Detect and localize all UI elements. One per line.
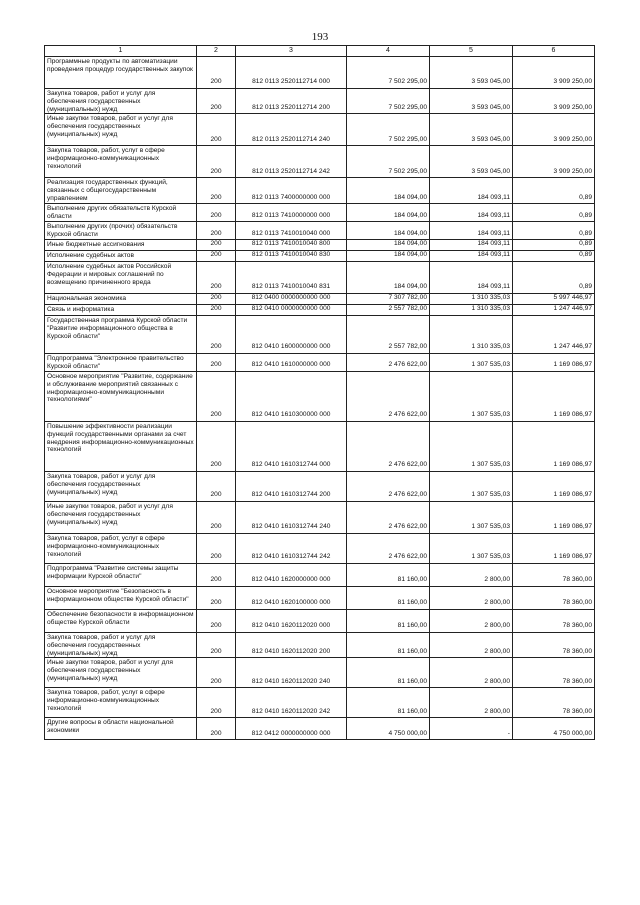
row-name: Основное мероприятие "Развитие, содержание и обслуживание мероприятий связанных с информационно-коммуникационными технологиями" — [45, 372, 197, 422]
row-name: Закупка товаров, работ и услуг для обеспечения государственных (муниципальных) нужд — [45, 633, 197, 658]
row-name: Другие вопросы в области национальной экономики — [45, 718, 197, 740]
row-kvr: 200 — [197, 305, 236, 316]
row-code: 812 0113 7400000000 000 — [236, 178, 347, 204]
row-kvr: 200 — [197, 718, 236, 740]
row-amount-remaining: 1 247 446,97 — [513, 305, 595, 316]
row-kvr: 200 — [197, 89, 236, 114]
row-amount-remaining: 1 169 086,97 — [513, 422, 595, 472]
row-amount-planned: 2 476 622,00 — [347, 472, 430, 502]
row-amount-planned: 81 160,00 — [347, 633, 430, 658]
page-number: 193 — [311, 31, 329, 43]
row-amount-planned: 7 502 295,00 — [347, 89, 430, 114]
table-row — [45, 472, 595, 502]
row-amount-remaining: 3 909 250,00 — [513, 89, 595, 114]
table-row — [45, 658, 595, 688]
row-amount-remaining: 1 247 446,97 — [513, 316, 595, 354]
row-amount-planned: 184 094,00 — [347, 222, 430, 240]
row-code: 812 0410 1610312744 000 — [236, 422, 347, 472]
column-header: 5 — [430, 46, 513, 57]
row-name: Реализация государственных функций, связанных с общегосударственным управлением — [45, 178, 197, 204]
table-row — [45, 294, 595, 305]
row-amount-executed: 1 307 535,03 — [430, 372, 513, 422]
row-code: 812 0113 7410010040 800 — [236, 240, 347, 251]
row-name: Основное мероприятие "Безопасность в информационном обществе Курской области" — [45, 587, 197, 610]
row-code: 812 0400 0000000000 000 — [236, 294, 347, 305]
row-amount-remaining: 78 360,00 — [513, 633, 595, 658]
row-amount-planned: 7 502 295,00 — [347, 57, 430, 89]
row-amount-planned: 2 476 622,00 — [347, 372, 430, 422]
table-row — [45, 610, 595, 633]
budget-table — [44, 45, 595, 740]
row-amount-remaining: 0,89 — [513, 204, 595, 222]
row-code: 812 0410 1620112020 200 — [236, 633, 347, 658]
row-code: 812 0113 7410000000 000 — [236, 204, 347, 222]
row-kvr: 200 — [197, 372, 236, 422]
row-amount-executed: 1 310 335,03 — [430, 294, 513, 305]
row-amount-remaining: 3 909 250,00 — [513, 57, 595, 89]
row-kvr: 200 — [197, 502, 236, 534]
table-row — [45, 178, 595, 204]
row-amount-executed: 1 307 535,03 — [430, 534, 513, 564]
row-amount-executed: 1 310 335,03 — [430, 316, 513, 354]
row-amount-remaining: 5 997 446,97 — [513, 294, 595, 305]
row-name: Закупка товаров, работ, услуг в сфере информационно-коммуникационных технологий — [45, 688, 197, 718]
row-amount-executed: - — [430, 718, 513, 740]
column-header: 3 — [236, 46, 347, 57]
table-row — [45, 251, 595, 262]
row-amount-planned: 184 094,00 — [347, 251, 430, 262]
row-amount-planned: 2 476 622,00 — [347, 354, 430, 372]
row-code: 812 0410 0000000000 000 — [236, 305, 347, 316]
table-row — [45, 587, 595, 610]
table-row — [45, 718, 595, 740]
row-kvr: 200 — [197, 658, 236, 688]
row-code: 812 0410 1600000000 000 — [236, 316, 347, 354]
row-amount-planned: 7 307 782,00 — [347, 294, 430, 305]
row-code: 812 0410 1610000000 000 — [236, 354, 347, 372]
row-code: 812 0113 7410010040 000 — [236, 222, 347, 240]
row-amount-executed: 1 307 535,03 — [430, 354, 513, 372]
row-name: Национальная экономика — [45, 294, 197, 305]
row-amount-executed: 1 310 335,03 — [430, 305, 513, 316]
row-name: Иные бюджетные ассигнования — [45, 240, 197, 251]
table-row — [45, 372, 595, 422]
row-amount-executed: 2 800,00 — [430, 658, 513, 688]
table-row — [45, 240, 595, 251]
row-amount-remaining: 0,89 — [513, 262, 595, 294]
row-kvr: 200 — [197, 262, 236, 294]
row-name: Повышение эффективности реализации функций государственными органами за счет внедрения информационно-коммуникационных технологий — [45, 422, 197, 472]
row-code: 812 0113 7410010040 830 — [236, 251, 347, 262]
table-row — [45, 114, 595, 146]
row-amount-remaining: 78 360,00 — [513, 564, 595, 587]
row-kvr: 200 — [197, 534, 236, 564]
row-name: Исполнение судебных актов Российской Федерации и мировых соглашений по возмещению причиненного вреда — [45, 262, 197, 294]
row-kvr: 200 — [197, 564, 236, 587]
table-row — [45, 316, 595, 354]
row-amount-planned: 2 476 622,00 — [347, 534, 430, 564]
row-kvr: 200 — [197, 633, 236, 658]
row-kvr: 200 — [197, 178, 236, 204]
row-amount-remaining: 0,89 — [513, 222, 595, 240]
row-name: Закупка товаров, работ и услуг для обеспечения государственных (муниципальных) нужд — [45, 472, 197, 502]
row-name: Связь и информатика — [45, 305, 197, 316]
row-name: Выполнение других (прочих) обязательств Курской области — [45, 222, 197, 240]
row-amount-executed: 184 093,11 — [430, 222, 513, 240]
row-amount-executed: 2 800,00 — [430, 564, 513, 587]
row-code: 812 0113 2520112714 200 — [236, 89, 347, 114]
row-code: 812 0410 1620112020 240 — [236, 658, 347, 688]
row-amount-planned: 81 160,00 — [347, 610, 430, 633]
row-amount-remaining: 0,89 — [513, 240, 595, 251]
row-amount-executed: 184 093,11 — [430, 251, 513, 262]
row-amount-remaining: 4 750 000,00 — [513, 718, 595, 740]
table-row — [45, 688, 595, 718]
row-amount-executed: 3 593 045,00 — [430, 146, 513, 178]
row-amount-remaining: 0,89 — [513, 178, 595, 204]
table-row — [45, 354, 595, 372]
row-amount-planned: 184 094,00 — [347, 178, 430, 204]
row-name: Выполнение других обязательств Курской области — [45, 204, 197, 222]
row-name: Обеспечение безопасности в информационном обществе Курской области — [45, 610, 197, 633]
row-name: Иные закупки товаров, работ и услуг для обеспечения государственных (муниципальных) нужд — [45, 658, 197, 688]
row-amount-remaining: 3 909 250,00 — [513, 146, 595, 178]
row-amount-remaining: 78 360,00 — [513, 688, 595, 718]
row-code: 812 0113 7410010040 831 — [236, 262, 347, 294]
row-name: Иные закупки товаров, работ и услуг для обеспечения государственных (муниципальных) нужд — [45, 502, 197, 534]
row-amount-executed: 2 800,00 — [430, 633, 513, 658]
row-amount-planned: 81 160,00 — [347, 587, 430, 610]
table-row — [45, 564, 595, 587]
row-code: 812 0410 1610312744 242 — [236, 534, 347, 564]
row-amount-planned: 2 476 622,00 — [347, 502, 430, 534]
row-kvr: 200 — [197, 472, 236, 502]
row-amount-executed: 3 593 045,00 — [430, 89, 513, 114]
row-amount-executed: 184 093,11 — [430, 240, 513, 251]
row-kvr: 200 — [197, 354, 236, 372]
row-name: Подпрограмма "Развитие системы защиты информации Курской области" — [45, 564, 197, 587]
row-amount-remaining: 78 360,00 — [513, 658, 595, 688]
row-amount-executed: 3 593 045,00 — [430, 114, 513, 146]
row-kvr: 200 — [197, 688, 236, 718]
row-name: Закупка товаров, работ, услуг в сфере информационно-коммуникационных технологий — [45, 534, 197, 564]
table-row — [45, 633, 595, 658]
table-row — [45, 534, 595, 564]
row-amount-remaining: 1 169 086,97 — [513, 534, 595, 564]
row-code: 812 0113 2520112714 240 — [236, 114, 347, 146]
row-code: 812 0410 1620112020 242 — [236, 688, 347, 718]
row-amount-planned: 81 160,00 — [347, 688, 430, 718]
row-name: Иные закупки товаров, работ и услуг для обеспечения государственных (муниципальных) нужд — [45, 114, 197, 146]
table-row — [45, 89, 595, 114]
row-amount-executed: 1 307 535,03 — [430, 422, 513, 472]
row-code: 812 0410 1610312744 240 — [236, 502, 347, 534]
row-kvr: 200 — [197, 316, 236, 354]
row-amount-planned: 81 160,00 — [347, 658, 430, 688]
row-name: Закупка товаров, работ, услуг в сфере информационно-коммуникационных технологий — [45, 146, 197, 178]
table-row — [45, 222, 595, 240]
row-amount-remaining: 1 169 086,97 — [513, 502, 595, 534]
row-kvr: 200 — [197, 146, 236, 178]
row-amount-planned: 184 094,00 — [347, 262, 430, 294]
row-amount-executed: 184 093,11 — [430, 262, 513, 294]
row-amount-executed: 3 593 045,00 — [430, 57, 513, 89]
row-amount-remaining: 78 360,00 — [513, 587, 595, 610]
row-amount-executed: 1 307 535,03 — [430, 472, 513, 502]
row-kvr: 200 — [197, 422, 236, 472]
row-amount-remaining: 78 360,00 — [513, 610, 595, 633]
row-kvr: 200 — [197, 294, 236, 305]
table-row — [45, 57, 595, 89]
row-amount-planned: 2 557 782,00 — [347, 316, 430, 354]
column-header: 6 — [513, 46, 595, 57]
column-header: 1 — [45, 46, 197, 57]
row-amount-planned: 81 160,00 — [347, 564, 430, 587]
row-amount-remaining: 1 169 086,97 — [513, 472, 595, 502]
row-kvr: 200 — [197, 610, 236, 633]
row-amount-planned: 2 476 622,00 — [347, 422, 430, 472]
row-amount-planned: 2 557 782,00 — [347, 305, 430, 316]
row-name: Подпрограмма "Электронное правительство Курской области" — [45, 354, 197, 372]
row-amount-planned: 184 094,00 — [347, 204, 430, 222]
row-kvr: 200 — [197, 587, 236, 610]
row-amount-executed: 2 800,00 — [430, 688, 513, 718]
row-kvr: 200 — [197, 251, 236, 262]
row-name: Государственная программа Курской области "Развитие информационного общества в Курской области" — [45, 316, 197, 354]
row-amount-executed: 184 093,11 — [430, 204, 513, 222]
table-row — [45, 262, 595, 294]
column-header: 2 — [197, 46, 236, 57]
row-code: 812 0410 1620100000 000 — [236, 587, 347, 610]
table-row — [45, 204, 595, 222]
row-amount-executed: 2 800,00 — [430, 610, 513, 633]
row-code: 812 0113 2520112714 242 — [236, 146, 347, 178]
header-row — [45, 46, 595, 57]
row-amount-planned: 7 502 295,00 — [347, 146, 430, 178]
row-code: 812 0410 1610300000 000 — [236, 372, 347, 422]
row-name: Закупка товаров, работ и услуг для обеспечения государственных (муниципальных) нужд — [45, 89, 197, 114]
column-header: 4 — [347, 46, 430, 57]
table-row — [45, 422, 595, 472]
row-amount-executed: 1 307 535,03 — [430, 502, 513, 534]
row-kvr: 200 — [197, 204, 236, 222]
row-amount-remaining: 1 169 086,97 — [513, 372, 595, 422]
table-row — [45, 305, 595, 316]
row-amount-remaining: 3 909 250,00 — [513, 114, 595, 146]
row-amount-executed: 184 093,11 — [430, 178, 513, 204]
table-row — [45, 502, 595, 534]
row-name: Исполнение судебных актов — [45, 251, 197, 262]
row-amount-planned: 184 094,00 — [347, 240, 430, 251]
row-code: 812 0113 2520112714 000 — [236, 57, 347, 89]
row-code: 812 0412 0000000000 000 — [236, 718, 347, 740]
row-code: 812 0410 1610312744 200 — [236, 472, 347, 502]
row-code: 812 0410 1620112020 000 — [236, 610, 347, 633]
row-code: 812 0410 1620000000 000 — [236, 564, 347, 587]
row-amount-remaining: 0,89 — [513, 251, 595, 262]
row-kvr: 200 — [197, 240, 236, 251]
table-row — [45, 146, 595, 178]
row-name: Программные продукты по автоматизации проведения процедур государственных закупок — [45, 57, 197, 89]
row-amount-remaining: 1 169 086,97 — [513, 354, 595, 372]
row-amount-planned: 7 502 295,00 — [347, 114, 430, 146]
row-kvr: 200 — [197, 114, 236, 146]
row-kvr: 200 — [197, 222, 236, 240]
row-amount-executed: 2 800,00 — [430, 587, 513, 610]
row-amount-planned: 4 750 000,00 — [347, 718, 430, 740]
row-kvr: 200 — [197, 57, 236, 89]
